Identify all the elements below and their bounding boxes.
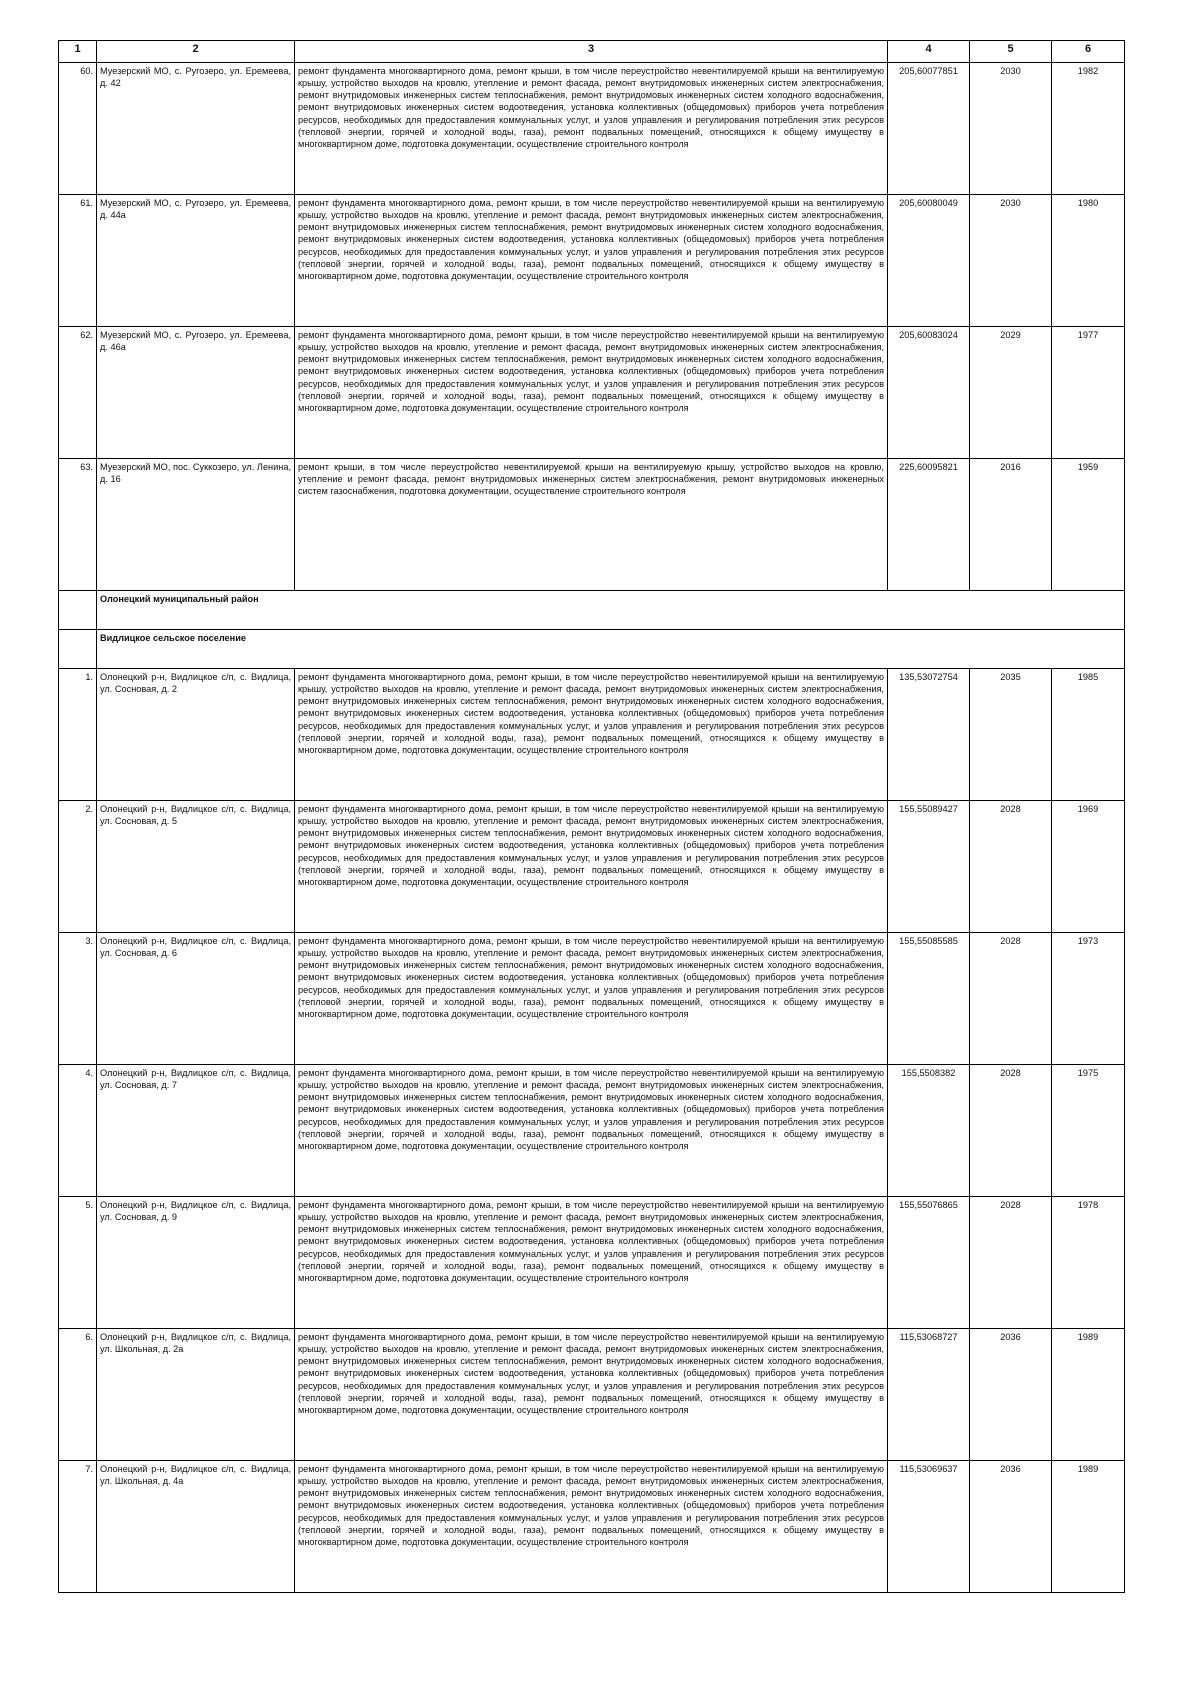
row-work-description: ремонт фундамента многоквартирного дома, ремонт крыши, в том числе переустройство невентилируемой крыши на вентилируемую крышу, устройство выходов на кровлю, утепление и ремонт фасада, ремонт внутридомовых инженерных систем электроснабжения, ремонт внутридомовых инженерных систем теплоснабжения, ремонт внутридомовых инженерных систем холодного водоснабжения, ремонт внутридомовых инженерных систем водоотведения, установка коллективных (общедомовых) приборов учета потребления ресурсов, необходимых для предоставления коммунальных услуг, и узлов управления и регулирования потребления этих ресурсов (тепловой энергии, горячей и холодной воды, газа), ремонт подвальных помещений, относящихся к общему имуществу в многоквартирном доме, подготовка документации, осуществление строительного контроля [295, 801, 888, 933]
table-row [59, 1329, 1125, 1461]
row-build-year: 1975 [1052, 1065, 1125, 1197]
row-work-description: ремонт фундамента многоквартирного дома, ремонт крыши, в том числе переустройство невентилируемой крыши на вентилируемую крышу, устройство выходов на кровлю, утепление и ремонт фасада, ремонт внутридомовых инженерных систем электроснабжения, ремонт внутридомовых инженерных систем теплоснабжения, ремонт внутридомовых инженерных систем холодного водоснабжения, ремонт внутридомовых инженерных систем водоотведения, установка коллективных (общедомовых) приборов учета потребления ресурсов, необходимых для предоставления коммунальных услуг, и узлов управления и регулирования потребления этих ресурсов (тепловой энергии, горячей и холодной воды, газа), ремонт подвальных помещений, относящихся к общему имуществу в многоквартирном доме, подготовка документации, осуществление строительного контроля [295, 933, 888, 1065]
table-body-muezersky [59, 63, 1125, 591]
row-address: Олонецкий р-н, Видлицкое с/п, с. Видлица, ул. Сосновая, д. 5 [97, 801, 295, 933]
col-header-6: 6 [1052, 41, 1125, 63]
row-planned-year: 2035 [970, 669, 1052, 801]
row-build-year: 1989 [1052, 1329, 1125, 1461]
row-work-description: ремонт фундамента многоквартирного дома, ремонт крыши, в том числе переустройство невентилируемой крыши на вентилируемую крышу, устройство выходов на кровлю, утепление и ремонт фасада, ремонт внутридомовых инженерных систем электроснабжения, ремонт внутридомовых инженерных систем теплоснабжения, ремонт внутридомовых инженерных систем холодного водоснабжения, ремонт внутридомовых инженерных систем водоотведения, установка коллективных (общедомовых) приборов учета потребления ресурсов, необходимых для предоставления коммунальных услуг, и узлов управления и регулирования потребления этих ресурсов (тепловой энергии, горячей и холодной воды, газа), ремонт подвальных помещений, относящихся к общему имуществу в многоквартирном доме, подготовка документации, осуществление строительного контроля [295, 1329, 888, 1461]
table-row [59, 327, 1125, 459]
row-cost-value: 155,55089427 [888, 801, 970, 933]
row-cost-value: 155,55085585 [888, 933, 970, 1065]
table-row [59, 1461, 1125, 1593]
row-build-year: 1985 [1052, 669, 1125, 801]
row-number: 1. [59, 669, 97, 801]
row-build-year: 1989 [1052, 1461, 1125, 1593]
row-address: Олонецкий р-н, Видлицкое с/п, с. Видлица, ул. Сосновая, д. 7 [97, 1065, 295, 1197]
table-row [59, 801, 1125, 933]
table-row [59, 1197, 1125, 1329]
row-address: Олонецкий р-н, Видлицкое с/п, с. Видлица, ул. Сосновая, д. 9 [97, 1197, 295, 1329]
row-build-year: 1982 [1052, 63, 1125, 195]
row-number: 4. [59, 1065, 97, 1197]
row-address: Муезерский МО, с. Ругозеро, ул. Еремеева, д. 46а [97, 327, 295, 459]
section-row-settlement [59, 630, 1125, 669]
col-header-1: 1 [59, 41, 97, 63]
row-planned-year: 2029 [970, 327, 1052, 459]
table-row [59, 195, 1125, 327]
row-planned-year: 2028 [970, 1197, 1052, 1329]
col-header-5: 5 [970, 41, 1052, 63]
row-number: 5. [59, 1197, 97, 1329]
row-cost-value: 115,53068727 [888, 1329, 970, 1461]
table-row [59, 669, 1125, 801]
col-header-2: 2 [97, 41, 295, 63]
row-work-description: ремонт фундамента многоквартирного дома, ремонт крыши, в том числе переустройство невентилируемой крыши на вентилируемую крышу, устройство выходов на кровлю, утепление и ремонт фасада, ремонт внутридомовых инженерных систем электроснабжения, ремонт внутридомовых инженерных систем теплоснабжения, ремонт внутридомовых инженерных систем холодного водоснабжения, ремонт внутридомовых инженерных систем водоотведения, установка коллективных (общедомовых) приборов учета потребления ресурсов, необходимых для предоставления коммунальных услуг, и узлов управления и регулирования потребления этих ресурсов (тепловой энергии, горячей и холодной воды, газа), ремонт подвальных помещений, относящихся к общему имуществу в многоквартирном доме, подготовка документации, осуществление строительного контроля [295, 63, 888, 195]
section-spacer [59, 630, 97, 669]
row-address: Муезерский МО, с. Ругозеро, ул. Еремеева, д. 44а [97, 195, 295, 327]
row-cost-value: 205,60080049 [888, 195, 970, 327]
row-address: Олонецкий р-н, Видлицкое с/п, с. Видлица, ул. Сосновая, д. 2 [97, 669, 295, 801]
col-header-3: 3 [295, 41, 888, 63]
row-planned-year: 2036 [970, 1329, 1052, 1461]
row-number: 60. [59, 63, 97, 195]
row-cost-value: 205,60083024 [888, 327, 970, 459]
row-work-description: ремонт фундамента многоквартирного дома, ремонт крыши, в том числе переустройство невентилируемой крыши на вентилируемую крышу, устройство выходов на кровлю, утепление и ремонт фасада, ремонт внутридомовых инженерных систем электроснабжения, ремонт внутридомовых инженерных систем теплоснабжения, ремонт внутридомовых инженерных систем холодного водоснабжения, ремонт внутридомовых инженерных систем водоотведения, установка коллективных (общедомовых) приборов учета потребления ресурсов, необходимых для предоставления коммунальных услуг, и узлов управления и регулирования потребления этих ресурсов (тепловой энергии, горячей и холодной воды, газа), ремонт подвальных помещений, относящихся к общему имуществу в многоквартирном доме, подготовка документации, осуществление строительного контроля [295, 1065, 888, 1197]
row-build-year: 1980 [1052, 195, 1125, 327]
row-work-description: ремонт фундамента многоквартирного дома, ремонт крыши, в том числе переустройство невентилируемой крыши на вентилируемую крышу, устройство выходов на кровлю, утепление и ремонт фасада, ремонт внутридомовых инженерных систем электроснабжения, ремонт внутридомовых инженерных систем теплоснабжения, ремонт внутридомовых инженерных систем холодного водоснабжения, ремонт внутридомовых инженерных систем водоотведения, установка коллективных (общедомовых) приборов учета потребления ресурсов, необходимых для предоставления коммунальных услуг, и узлов управления и регулирования потребления этих ресурсов (тепловой энергии, горячей и холодной воды, газа), ремонт подвальных помещений, относящихся к общему имуществу в многоквартирном доме, подготовка документации, осуществление строительного контроля [295, 1461, 888, 1593]
row-address: Олонецкий р-н, Видлицкое с/п, с. Видлица, ул. Школьная, д. 2а [97, 1329, 295, 1461]
row-address: Муезерский МО, пос. Суккозеро, ул. Ленина, д. 16 [97, 459, 295, 591]
row-number: 7. [59, 1461, 97, 1593]
section-district-label: Олонецкий муниципальный район [97, 591, 1125, 630]
row-work-description: ремонт фундамента многоквартирного дома, ремонт крыши, в том числе переустройство невентилируемой крыши на вентилируемую крышу, устройство выходов на кровлю, утепление и ремонт фасада, ремонт внутридомовых инженерных систем электроснабжения, ремонт внутридомовых инженерных систем теплоснабжения, ремонт внутридомовых инженерных систем холодного водоснабжения, ремонт внутридомовых инженерных систем водоотведения, установка коллективных (общедомовых) приборов учета потребления ресурсов, необходимых для предоставления коммунальных услуг, и узлов управления и регулирования потребления этих ресурсов (тепловой энергии, горячей и холодной воды, газа), ремонт подвальных помещений, относящихся к общему имуществу в многоквартирном доме, подготовка документации, осуществление строительного контроля [295, 1197, 888, 1329]
header-row [59, 41, 1125, 63]
row-number: 3. [59, 933, 97, 1065]
row-number: 62. [59, 327, 97, 459]
row-number: 2. [59, 801, 97, 933]
section-settlement-label: Видлицкое сельское поселение [97, 630, 1125, 669]
row-work-description: ремонт фундамента многоквартирного дома, ремонт крыши, в том числе переустройство невентилируемой крыши на вентилируемую крышу, устройство выходов на кровлю, утепление и ремонт фасада, ремонт внутридомовых инженерных систем электроснабжения, ремонт внутридомовых инженерных систем теплоснабжения, ремонт внутридомовых инженерных систем холодного водоснабжения, ремонт внутридомовых инженерных систем водоотведения, установка коллективных (общедомовых) приборов учета потребления ресурсов, необходимых для предоставления коммунальных услуг, и узлов управления и регулирования потребления этих ресурсов (тепловой энергии, горячей и холодной воды, газа), ремонт подвальных помещений, относящихся к общему имуществу в многоквартирном доме, подготовка документации, осуществление строительного контроля [295, 327, 888, 459]
row-planned-year: 2028 [970, 1065, 1052, 1197]
program-table [58, 40, 1125, 1593]
row-build-year: 1959 [1052, 459, 1125, 591]
row-cost-value: 155,5508382 [888, 1065, 970, 1197]
row-build-year: 1973 [1052, 933, 1125, 1065]
row-planned-year: 2030 [970, 195, 1052, 327]
row-planned-year: 2028 [970, 801, 1052, 933]
row-address: Муезерский МО, с. Ругозеро, ул. Еремеева, д. 42 [97, 63, 295, 195]
row-cost-value: 225,60095821 [888, 459, 970, 591]
row-number: 63. [59, 459, 97, 591]
row-cost-value: 135,53072754 [888, 669, 970, 801]
row-build-year: 1969 [1052, 801, 1125, 933]
row-build-year: 1978 [1052, 1197, 1125, 1329]
table-row [59, 933, 1125, 1065]
row-address: Олонецкий р-н, Видлицкое с/п, с. Видлица, ул. Школьная, д. 4а [97, 1461, 295, 1593]
row-work-description: ремонт фундамента многоквартирного дома, ремонт крыши, в том числе переустройство невентилируемой крыши на вентилируемую крышу, устройство выходов на кровлю, утепление и ремонт фасада, ремонт внутридомовых инженерных систем электроснабжения, ремонт внутридомовых инженерных систем теплоснабжения, ремонт внутридомовых инженерных систем холодного водоснабжения, ремонт внутридомовых инженерных систем водоотведения, установка коллективных (общедомовых) приборов учета потребления ресурсов, необходимых для предоставления коммунальных услуг, и узлов управления и регулирования потребления этих ресурсов (тепловой энергии, горячей и холодной воды, газа), ремонт подвальных помещений, относящихся к общему имуществу в многоквартирном доме, подготовка документации, осуществление строительного контроля [295, 669, 888, 801]
row-work-description: ремонт фундамента многоквартирного дома, ремонт крыши, в том числе переустройство невентилируемой крыши на вентилируемую крышу, устройство выходов на кровлю, утепление и ремонт фасада, ремонт внутридомовых инженерных систем электроснабжения, ремонт внутридомовых инженерных систем теплоснабжения, ремонт внутридомовых инженерных систем холодного водоснабжения, ремонт внутридомовых инженерных систем водоотведения, установка коллективных (общедомовых) приборов учета потребления ресурсов, необходимых для предоставления коммунальных услуг, и узлов управления и регулирования потребления этих ресурсов (тепловой энергии, горячей и холодной воды, газа), ремонт подвальных помещений, относящихся к общему имуществу в многоквартирном доме, подготовка документации, осуществление строительного контроля [295, 195, 888, 327]
table-row [59, 63, 1125, 195]
table-row [59, 459, 1125, 591]
row-cost-value: 115,53069637 [888, 1461, 970, 1593]
row-build-year: 1977 [1052, 327, 1125, 459]
table-row [59, 1065, 1125, 1197]
row-planned-year: 2030 [970, 63, 1052, 195]
row-address: Олонецкий р-н, Видлицкое с/п, с. Видлица, ул. Сосновая, д. 6 [97, 933, 295, 1065]
col-header-4: 4 [888, 41, 970, 63]
table-body-vidlitsa [59, 669, 1125, 1593]
section-row-district [59, 591, 1125, 630]
row-work-description: ремонт крыши, в том числе переустройство невентилируемой крыши на вентилируемую крышу, устройство выходов на кровлю, утепление и ремонт фасада, ремонт внутридомовых инженерных систем электроснабжения, ремонт внутридомовых инженерных систем газоснабжения, подготовка документации, осуществление строительного контроля [295, 459, 888, 591]
row-number: 6. [59, 1329, 97, 1461]
table-body-sections [59, 591, 1125, 669]
row-planned-year: 2036 [970, 1461, 1052, 1593]
row-planned-year: 2028 [970, 933, 1052, 1065]
row-number: 61. [59, 195, 97, 327]
row-cost-value: 155,55076865 [888, 1197, 970, 1329]
row-planned-year: 2016 [970, 459, 1052, 591]
section-spacer [59, 591, 97, 630]
row-cost-value: 205,60077851 [888, 63, 970, 195]
